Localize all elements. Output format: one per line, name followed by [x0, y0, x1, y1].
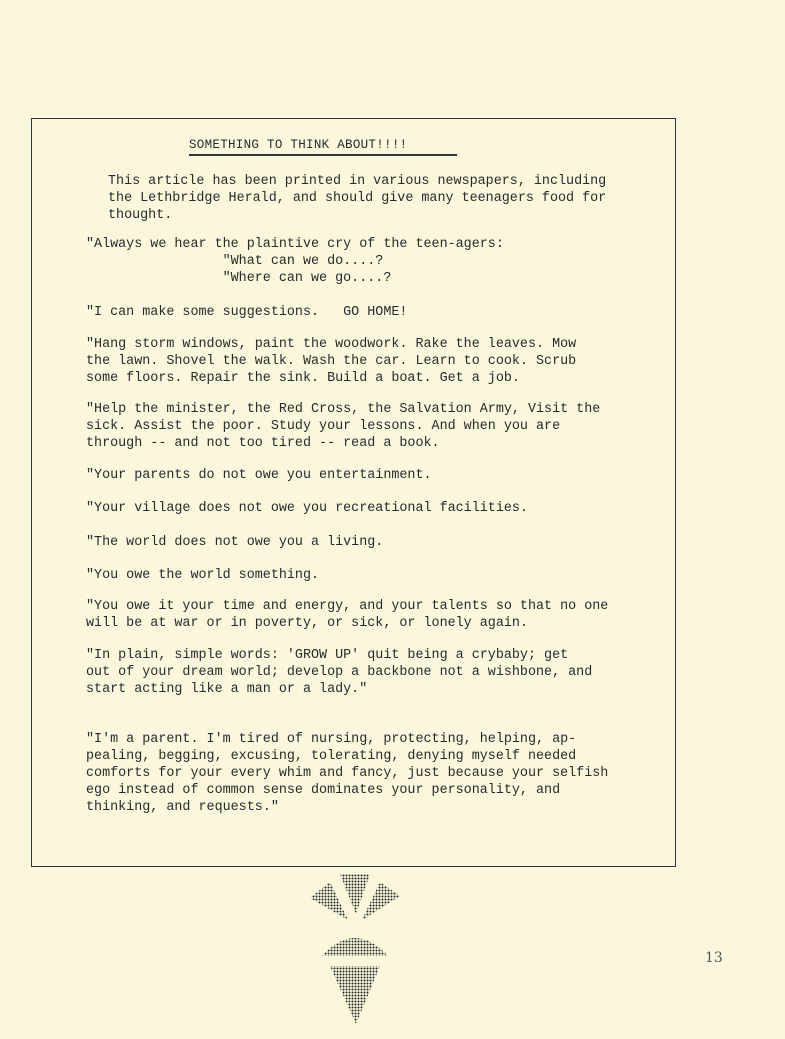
- paragraph-line: "What can we do....?: [86, 254, 384, 269]
- paragraph-line: start acting like a man or a lady.": [86, 682, 368, 697]
- paragraph-line: ego instead of common sense dominates your personality, and: [86, 783, 561, 798]
- paragraph-line: "Your parents do not owe you entertainment.: [86, 468, 432, 483]
- intro-line: thought.: [108, 208, 173, 223]
- paragraph-line: sick. Assist the poor. Study your lessons. And when you are: [86, 419, 561, 434]
- paragraph-line: pealing, begging, excusing, tolerating, denying myself needed: [86, 749, 577, 764]
- title-underline: [189, 154, 457, 156]
- article-title: SOMETHING TO THINK ABOUT!!!!: [189, 138, 408, 152]
- paragraph-line: "You owe it your time and energy, and your talents so that no one: [86, 599, 609, 614]
- paragraph-line: "I can make some suggestions. GO HOME!: [86, 305, 408, 320]
- intro-line: the Lethbridge Herald, and should give many teenagers food for: [108, 191, 607, 206]
- paragraph-line: some floors. Repair the sink. Build a boat. Get a job.: [86, 371, 520, 386]
- paragraph-line: "The world does not owe you a living.: [86, 535, 384, 550]
- paragraph-line: thinking, and requests.": [86, 800, 279, 815]
- paragraph-line: "Where can we go....?: [86, 271, 392, 286]
- paragraph-line: "Your village does not owe you recreational facilities.: [86, 501, 528, 516]
- paragraph-line: "You owe the world something.: [86, 568, 320, 583]
- page-number: 13: [705, 950, 723, 966]
- paragraph-line: out of your dream world; develop a backbone not a wishbone, and: [86, 665, 593, 680]
- paragraph-line: "I'm a parent. I'm tired of nursing, protecting, helping, ap-: [86, 732, 577, 747]
- paragraph-line: "Help the minister, the Red Cross, the Salvation Army, Visit the: [86, 402, 601, 417]
- intro-line: This article has been printed in various newspapers, including: [108, 174, 607, 189]
- dotted-ornament-icon: [300, 868, 410, 1028]
- paragraph-line: will be at war or in poverty, or sick, or lonely again.: [86, 616, 528, 631]
- paragraph-line: "Hang storm windows, paint the woodwork. Rake the leaves. Mow: [86, 337, 577, 352]
- paragraph-line: through -- and not too tired -- read a book.: [86, 436, 440, 451]
- paragraph-line: "In plain, simple words: 'GROW UP' quit being a crybaby; get: [86, 648, 569, 663]
- paragraph-line: the lawn. Shovel the walk. Wash the car. Learn to cook. Scrub: [86, 354, 577, 369]
- paragraph-line: "Always we hear the plaintive cry of the teen-agers:: [86, 237, 504, 252]
- paragraph-line: comforts for your every whim and fancy, just because your selfish: [86, 766, 609, 781]
